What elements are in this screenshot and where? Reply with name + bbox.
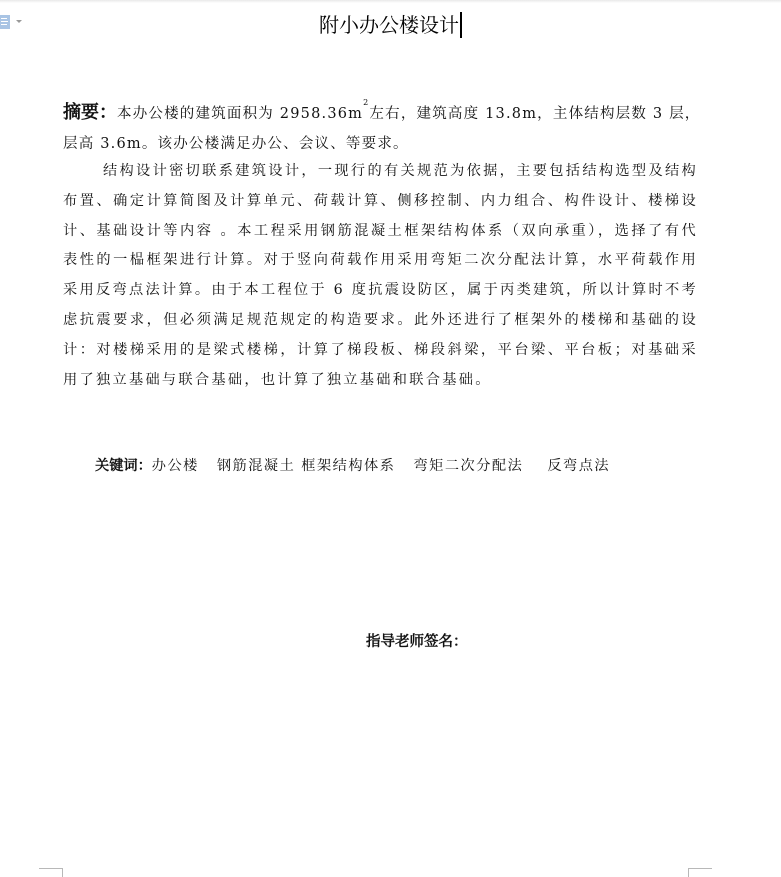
- keywords-text: 办公楼 钢筋混凝土 框架结构体系 弯矩二次分配法 反弯点法: [151, 458, 611, 474]
- keywords-line[interactable]: [95, 454, 610, 478]
- abstract-superscript: 2: [363, 98, 370, 107]
- keywords-label: 关键词：: [95, 458, 152, 474]
- abstract-paragraph[interactable]: [63, 98, 703, 159]
- top-shadow: [0, 0, 781, 3]
- advisor-signature-label[interactable]: 指导老师签名：: [366, 634, 468, 650]
- abstract-text-part1: 本办公楼的建筑面积为 2958.36m: [117, 106, 364, 122]
- abstract-text-part2: 左右，建筑高度 13.8m，主体结构层数 3 层，层高 3.6m。该办公楼满足办公、会议、等要求。: [63, 106, 701, 152]
- abstract-label: 摘要：: [63, 102, 117, 123]
- body-paragraph[interactable]: 结构设计密切联系建筑设计，一现行的有关规范为依据，主要包括结构选型及结构布置、确定计算简图及计算单元、荷载计算、侧移控制、内力组合、构件设计、楼梯设计、基础设计等内容 。本工程采用钢筋混凝土框架结构体系（双向承重），选择了有代表性的一榀框架进行计算。对于竖向荷载作用采用弯矩二次分配法计算，水平荷载作用采用反弯点法计算。由于本工程位于 6 度抗震设防区，属于丙类建筑，所以计算时不考虑抗震要求，但必须满足规范规定的构造要求。此外还进行了框架外的楼梯和基础的设计：对楼梯采用的是梁式楼梯，计算了梯段板、梯段斜梁，平台梁、平台板；对基础采用了独立基础与联合基础，也计算了独立基础和联合基础。: [63, 163, 698, 388]
- text-cursor: [460, 12, 462, 38]
- document-title[interactable]: [0, 10, 781, 40]
- title-text: 附小办公楼设计: [319, 13, 459, 37]
